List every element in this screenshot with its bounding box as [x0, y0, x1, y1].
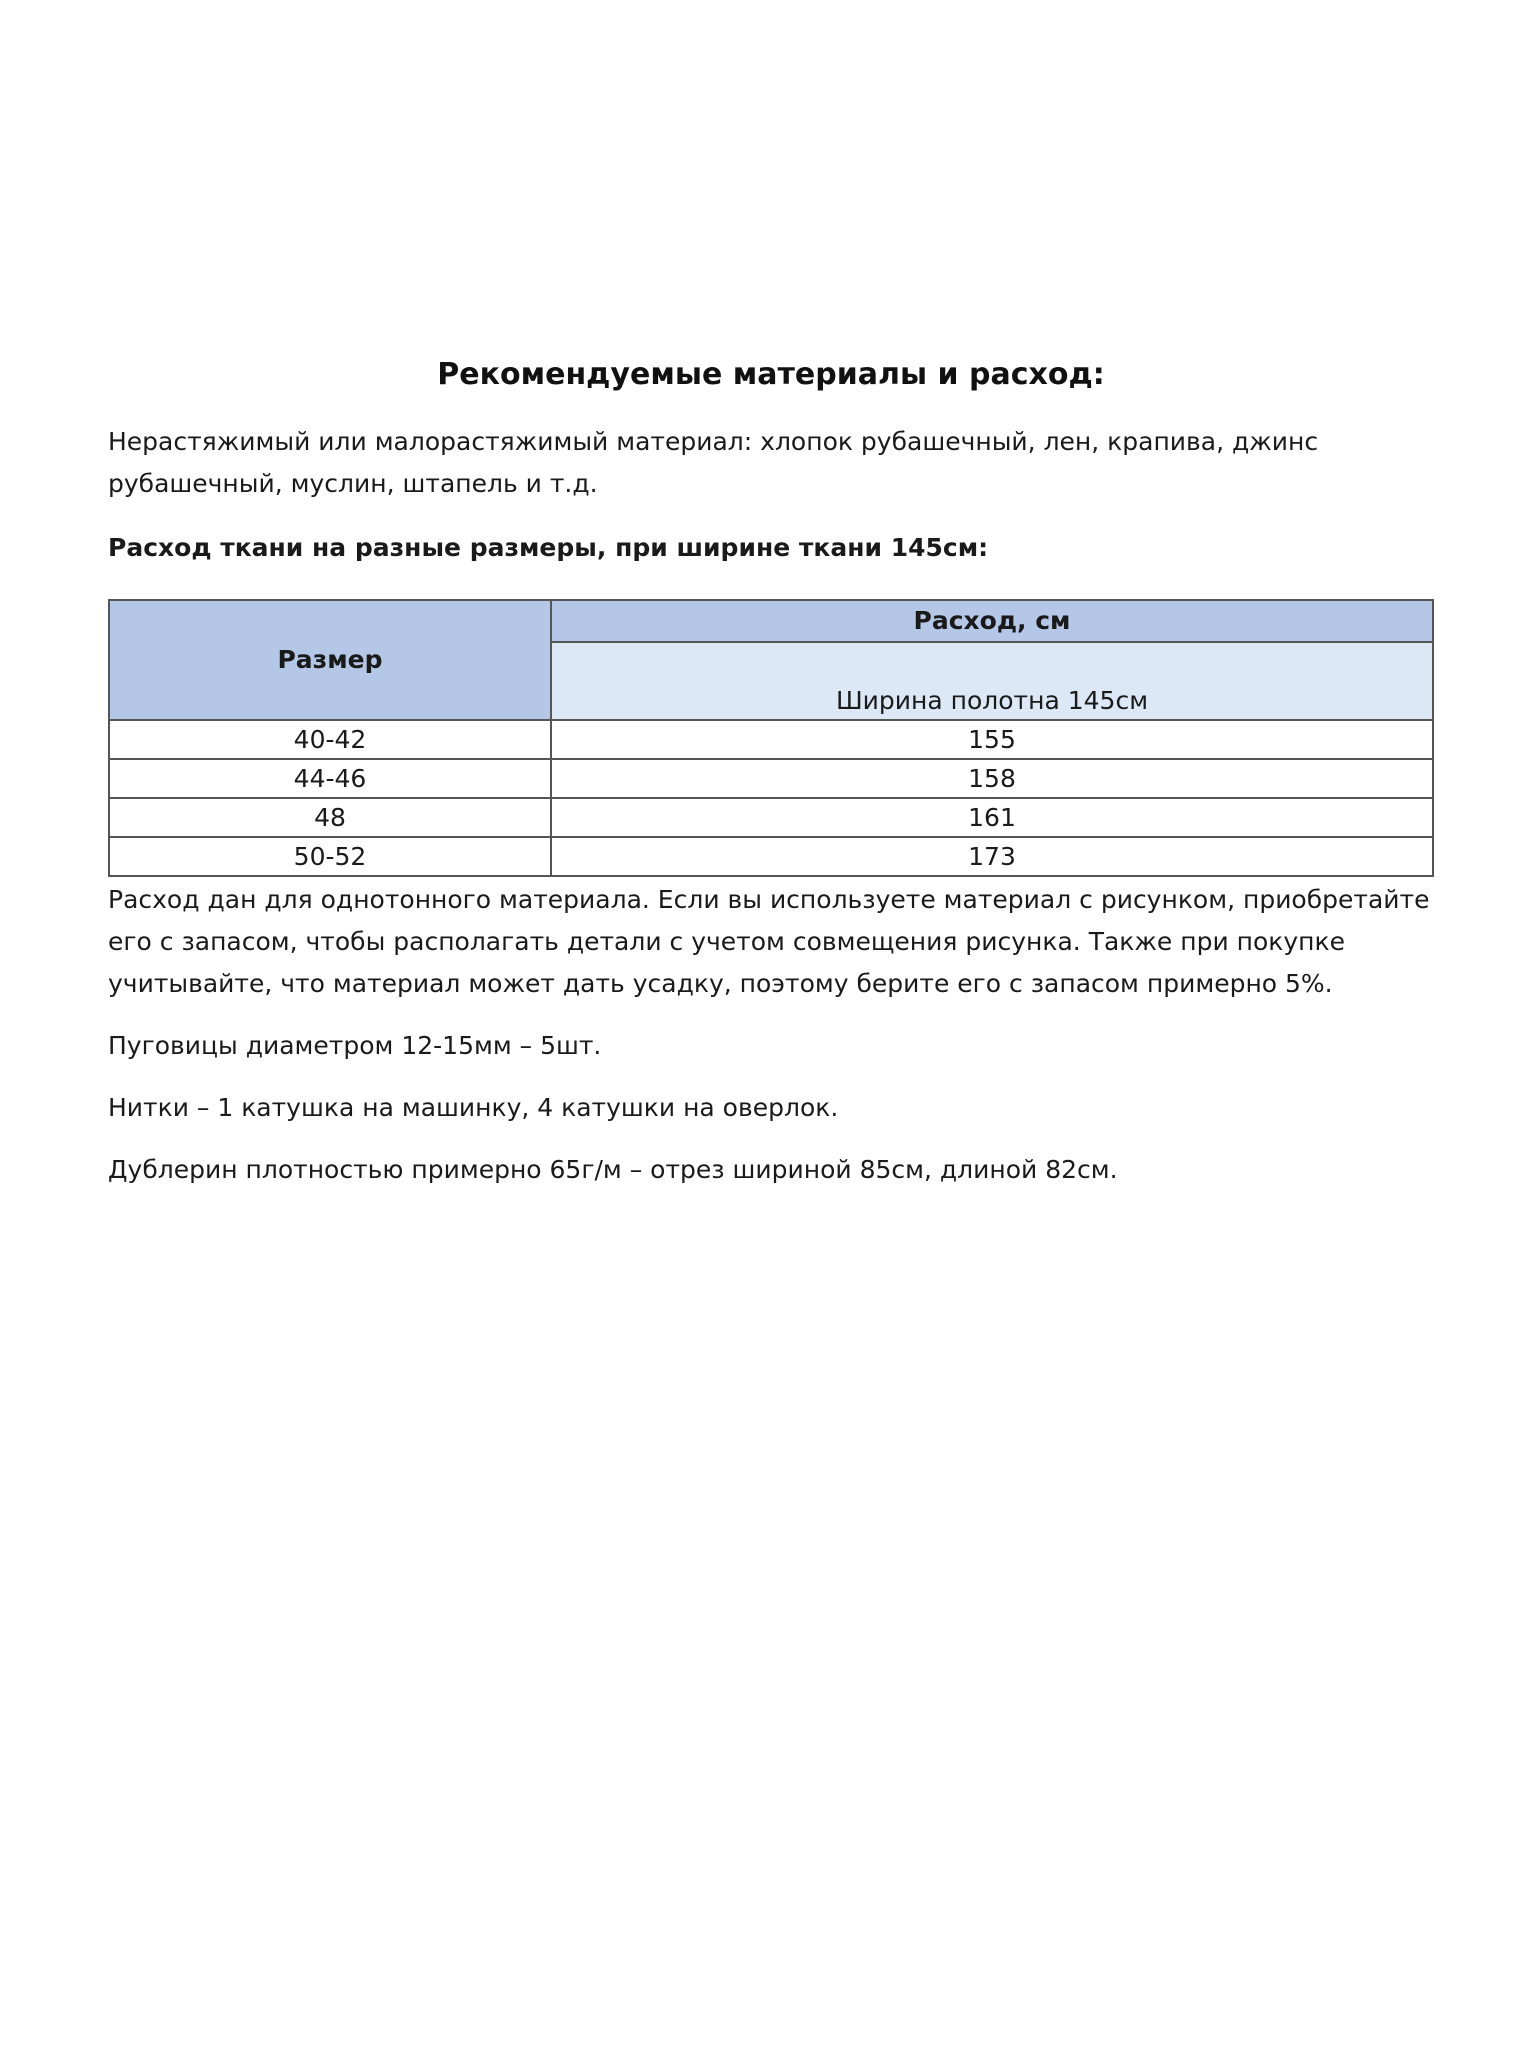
consumption-cell: 155 [551, 720, 1433, 759]
consumption-table [108, 599, 1434, 877]
interfacing-requirement: Дублерин плотностью примерно 65г/м – отрез шириной 85см, длиной 82см. [108, 1155, 1118, 1184]
table-row [109, 759, 1433, 798]
size-cell: 48 [109, 798, 551, 837]
header-fabric-width: Ширина полотна 145см [551, 642, 1433, 720]
document-page [108, 355, 1434, 1191]
size-cell: 50-52 [109, 837, 551, 876]
table-row [109, 837, 1433, 876]
threads-requirement: Нитки – 1 катушка на машинку, 4 катушки на оверлок. [108, 1093, 839, 1122]
header-size: Размер [109, 600, 551, 720]
consumption-heading: Расход ткани на разные размеры, при ширине ткани 145см: [108, 533, 989, 562]
document-title: Рекомендуемые материалы и расход: [437, 357, 1105, 392]
consumption-cell: 173 [551, 837, 1433, 876]
table-row [109, 720, 1433, 759]
size-cell: 40-42 [109, 720, 551, 759]
header-consumption: Расход, см [551, 600, 1433, 642]
size-cell: 44-46 [109, 759, 551, 798]
consumption-cell: 161 [551, 798, 1433, 837]
consumption-note: Расход дан для однотонного материала. Если вы используете материал с рисунком, приобретайте его с запасом, чтобы располагать детали с учетом совмещения рисунка. Также при покупке учитывайте, что материал может дать усадку, поэтому берите его с запасом примерно 5%. [108, 885, 1430, 998]
consumption-cell: 158 [551, 759, 1433, 798]
materials-intro: Нерастяжимый или малорастяжимый материал: хлопок рубашечный, лен, крапива, джинс рубашечный, муслин, штапель и т.д. [108, 427, 1319, 498]
buttons-requirement: Пуговицы диаметром 12-15мм – 5шт. [108, 1031, 602, 1060]
table-row [109, 798, 1433, 837]
